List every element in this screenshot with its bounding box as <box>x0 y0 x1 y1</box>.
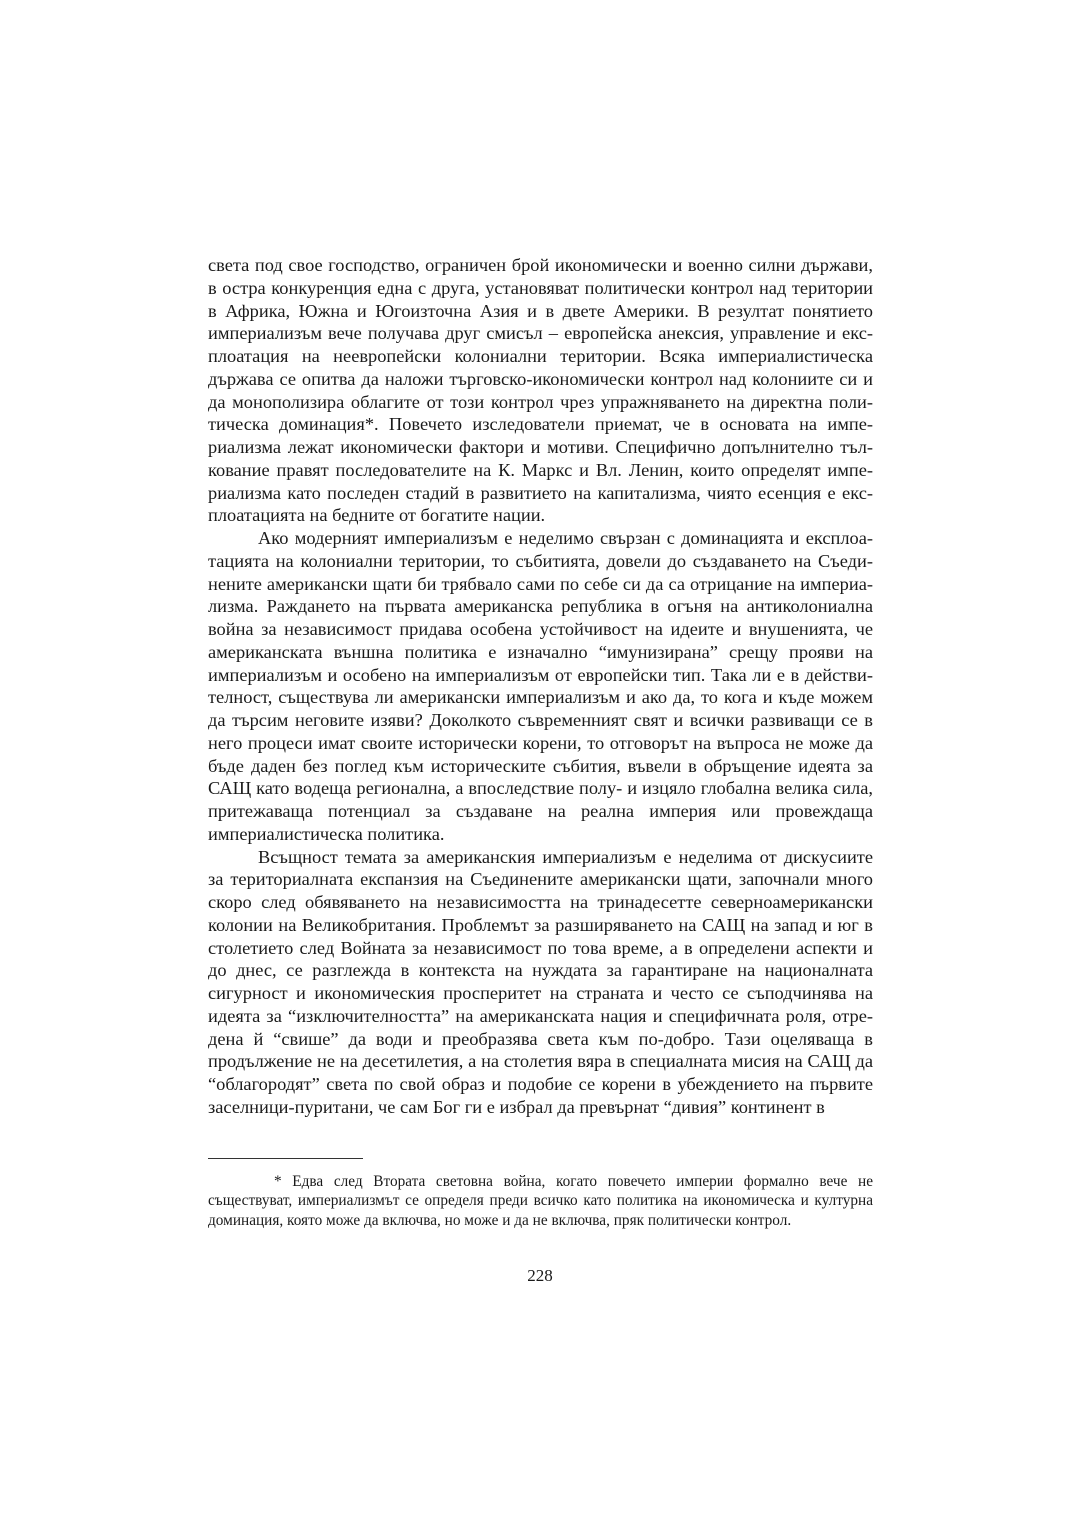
footnote-divider <box>208 1158 363 1159</box>
paragraph-1: света под свое господство, ограничен брой икономически и военно силни държави, в остра конкуренция една с друга, установяват политически контрол над територии в Африка, Южна и Югоизточна Азия и в двете Америки. В резултат понятието империализъм вече получава друг смисъл – европейска анексия, управление и експлоатация на неевропейски колониални територии. Всяка империалистическа държава се опитва да наложи търговско-икономически контрол над колониите си и да монополизира облагите от този контрол чрез упражняването на директна политическа доминация*. Повечето изследователи приемат, че в основата на империализма лежат икономически фактори и мотиви. Специфично допълнително тълкование правят последователите на К. Маркс и Вл. Ленин, които определят империализма като последен стадий в развитието на капитализма, чиято есенция е експлоатацията на бедните от богатите нации. <box>208 255 873 526</box>
paragraph-2: Ако модерният империализъм е неделимо свързан с доминацията и експлоатацията на колониални територии, то събитията, довели до създаването на Съединените американски щати би трябвало сами по себе си да са отрицание на империализма. Раждането на първата американска република в огъня на антиколониална война за независимост придава особена устойчивост на идеите и внушенията, че американската външна политика е изначално “имунизирана” срещу прояви на империализъм и особено на империализъм от европейски тип. Така ли е в действителност, съществува ли американски империализъм и ако да, то кога и къде можем да търсим неговите изяви? Доколкото съвременният свят и всички развиващи се в него процеси имат своите исторически корени, то отговорът на въпроса не може да бъде даден без поглед към историческите събития, въвели в обръщение идеята за САЩ като водеща регионална, а впоследствие полу- и изцяло глобална велика сила, притежаваща потенциал за създаване на реална империя или провеждаща империалистическа политика. <box>208 528 873 844</box>
body-text <box>208 254 873 1119</box>
paragraph-3: Всъщност темата за американския империализъм е неделима от дискусиите за териториалната експанзия на Съединените американски щати, започнали много скоро след обявяването на независимостта на тринадесетте северноамерикански колонии на Великобритания. Проблемът за разширяването на САЩ на запад и юг в столетието след Войната за независимост по това време, а в определени аспекти и до днес, се разглежда в контекста на нуждата за гарантиране на националната сигурност и икономическия просперитет на страната и често се съподчинява на идеята за “изключителността” на американската нация и специфичната роля, отредена й “свише” да води и преобразява света към по-добро. Тази оцеляваща в продължение не на десетилетия, а на столетия вяра в специалната мисия на САЩ да “облагородят” света по свой образ и подобие се корени в убеждението на първите заселници-пуритани, че сам Бог ги е избрал да превърнат “дивия” континент в <box>208 846 873 1117</box>
page-number: 228 <box>527 1266 553 1285</box>
footnote-text: * Едва след Втората световна война, когато повечето империи формално вече не съществуват, империализмът се определя преди всичко като политика на икономическа и културна доминация, която може да включва, но може и да не включва, пряк политически контрол. <box>208 1173 873 1229</box>
